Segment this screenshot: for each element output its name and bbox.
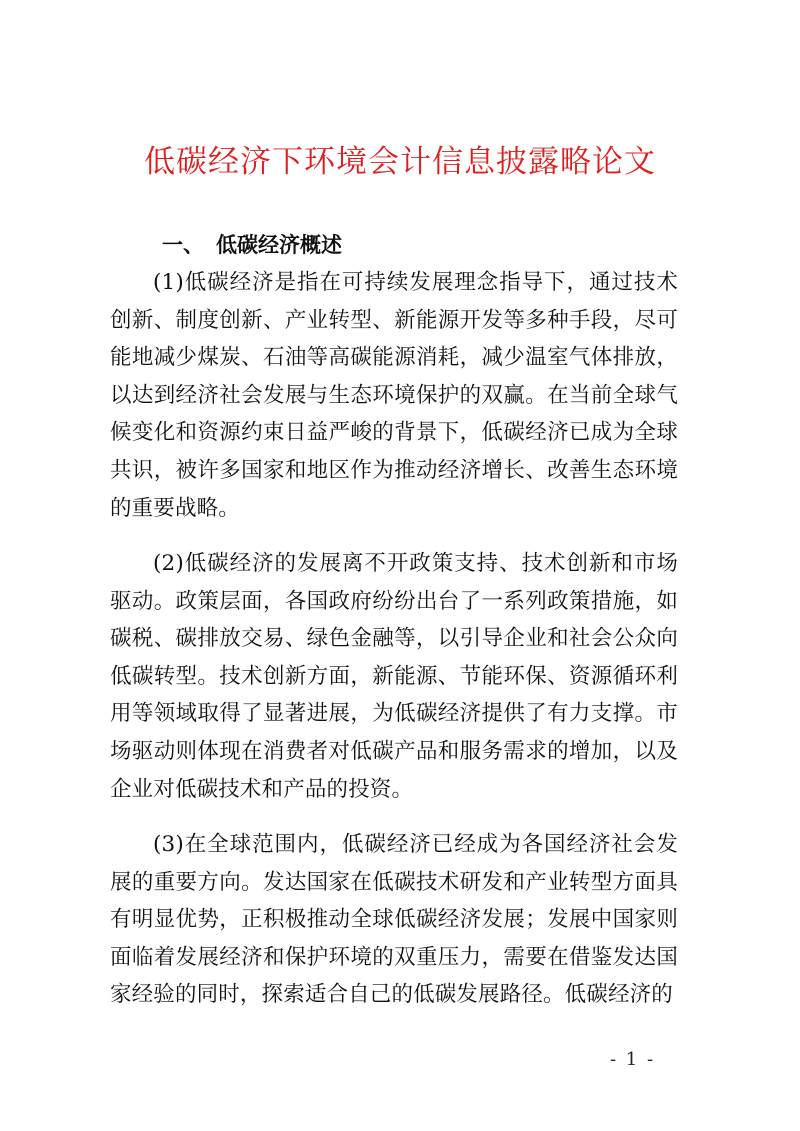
body-paragraph: (2)低碳经济的发展离不开政策支持、技术创新和市场驱动。政策层面，各国政府纷纷出台了一系列政策措施，如碳税、碳排放交易、绿色金融等，以引导企业和社会公众向低碳转型。技术创新方面，新能源、节能环保、资源循环利用等领域取得了显著进展，为低碳经济提供了有力支撑。市场驱动则体现在消费者对低碳产品和服务需求的增加，以及企业对低碳技术和产品的投资。 (110, 551, 678, 802)
section-number: 一、 (162, 233, 204, 257)
body-paragraph: (1)低碳经济是指在可持续发展理念指导下，通过技术创新、制度创新、产业转型、新能源开发等多种手段，尽可能地减少煤炭、石油等高碳能源消耗，减少温室气体排放，以达到经济社会发展与生态环境保护的双赢。在当前全球气候变化和资源约束日益严峻的背景下，低碳经济已成为全球共识，被许多国家和地区作为推动经济增长、改善生态环境的重要战略。 (110, 270, 678, 521)
section-heading (162, 229, 342, 261)
page-number: - 1 - (610, 1049, 656, 1070)
section-heading-text: 低碳经济概述 (216, 233, 342, 257)
document-title: 低碳经济下环境会计信息披露略论文 (144, 144, 656, 180)
body-paragraph: (3)在全球范围内，低碳经济已经成为各国经济社会发展的重要方向。发达国家在低碳技术研发和产业转型方面具有明显优势，正积极推动全球低碳经济发展；发展中国家则面临着发展经济和保护环境的双重压力，需要在借鉴发达国家经验的同时，探索适合自己的低碳发展路径。低碳经济的 (110, 832, 678, 1008)
